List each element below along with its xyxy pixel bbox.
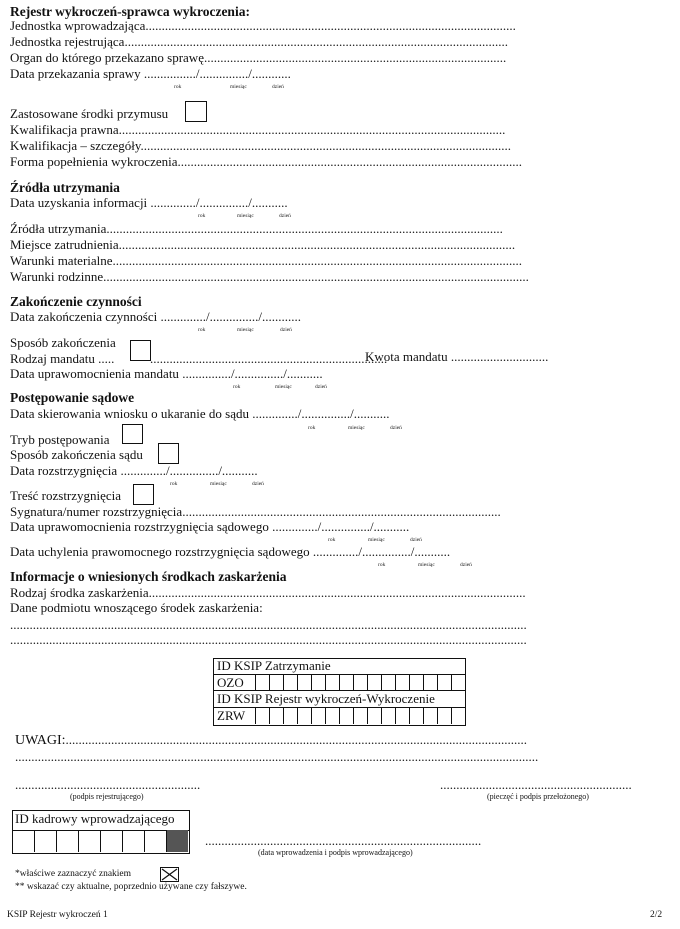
entry-cell[interactable] <box>311 707 325 724</box>
entry-cell[interactable] <box>437 674 451 690</box>
field-zrodla-utrzymania[interactable]: Źródła utrzymania.......................................................................................................................... <box>10 221 503 236</box>
entry-cell[interactable] <box>451 707 465 724</box>
field-data-rozstrzygniecia[interactable]: Data rozstrzygnięcia ............../.............../........... <box>10 463 258 478</box>
checkbox-srodki-przymusu[interactable] <box>185 101 207 122</box>
entry-cell[interactable] <box>409 674 423 690</box>
label-dzien: dzień <box>315 384 327 390</box>
label-dzien: dzień <box>272 84 284 90</box>
entry-cell[interactable] <box>353 674 367 690</box>
entry-cell[interactable] <box>297 674 311 690</box>
field-data-uchylenia[interactable]: Data uchylenia prawomocnego rozstrzygnięcia sądowego ............../.............../........... <box>10 544 451 559</box>
label-podpis-rejestrujacego: (podpis rejestrującego) <box>70 792 144 801</box>
label-ozo: OZO <box>217 675 244 690</box>
footnote-1: *właściwe zaznaczyć znakiem <box>15 869 132 879</box>
label-miesiac: miesiąc <box>348 425 365 431</box>
entry-cell[interactable] <box>78 830 100 852</box>
field-sygnatura[interactable]: Sygnatura/numer rozstrzygnięcia.................................................................................................. <box>10 504 501 519</box>
label-sposob-zakonczenia-sadu: Sposób zakończenia sądu <box>10 447 143 462</box>
line-dane-podmiotu-1[interactable]: ............................................................................................................................................................... <box>10 617 527 632</box>
label-rok: rok <box>198 327 206 333</box>
entry-cell[interactable] <box>283 674 297 690</box>
footer-page-number: 2/2 <box>650 910 663 920</box>
field-data-uzyskania[interactable]: Data uzyskania informacji ............../.............../........... <box>10 195 288 210</box>
entry-cell[interactable] <box>12 830 34 852</box>
field-rodzaj-srodka[interactable]: Rodzaj środka zaskarżenia.................................................................................................................... <box>10 585 526 600</box>
footer-left: KSIP Rejestr wykroczeń 1 <box>7 910 108 920</box>
entry-cell[interactable] <box>437 707 451 724</box>
label-miesiac: miesiąc <box>237 327 254 333</box>
label-dane-podmiotu: Dane podmiotu wnoszącego środek zaskarżenia: <box>10 600 263 615</box>
field-data-przekazania[interactable]: Data przekazania sprawy ................/.............../............ <box>10 66 291 81</box>
label-rok: rok <box>233 384 241 390</box>
line-podpis-rejestrujacego[interactable]: ......................................................... <box>15 777 201 792</box>
entry-cell[interactable] <box>255 707 269 724</box>
label-id-zatrzymanie: ID KSIP Zatrzymanie <box>217 658 331 673</box>
label-miesiac: miesiąc <box>418 562 435 568</box>
entry-cell[interactable] <box>381 707 395 724</box>
label-zrw: ZRW <box>217 708 246 723</box>
label-tresc-rozstrzygniecia: Treść rozstrzygnięcia <box>10 488 122 503</box>
entry-cell[interactable] <box>339 707 353 724</box>
checkbox-tryb-postepowania[interactable] <box>122 424 143 444</box>
label-id-kadrowy: ID kadrowy wprowadzającego <box>15 811 175 826</box>
heading-zaskarzenie: Informacje o wniesionych środkach zaskarżenia <box>10 569 287 584</box>
field-kwota-mandatu[interactable]: Kwota mandatu .............................. <box>365 349 549 364</box>
line-pieczec[interactable]: ........................................................... <box>440 777 632 792</box>
entry-cell[interactable] <box>451 674 465 690</box>
heading-zakonczenie: Zakończenie czynności <box>10 294 142 309</box>
label-tryb-postepowania: Tryb postępowania <box>10 432 110 447</box>
label-rok: rok <box>174 84 182 90</box>
label-id-rejestr: ID KSIP Rejestr wykroczeń-Wykroczenie <box>217 691 435 706</box>
entry-cell[interactable] <box>367 707 381 724</box>
entry-cell[interactable] <box>395 674 409 690</box>
x-mark-icon <box>160 867 179 882</box>
entry-cell[interactable] <box>395 707 409 724</box>
label-miesiac: miesiąc <box>368 537 385 543</box>
heading-rejestr: Rejestr wykroczeń-sprawca wykroczenia: <box>10 4 250 19</box>
label-dzien: dzień <box>460 562 472 568</box>
label-rok: rok <box>378 562 386 568</box>
entry-cell[interactable] <box>122 830 144 852</box>
field-forma-popelnienia[interactable]: Forma popełnienia wykroczenia.......................................................................................................... <box>10 154 522 169</box>
label-miesiac: miesiąc <box>210 481 227 487</box>
entry-cell[interactable] <box>353 707 367 724</box>
entry-cell[interactable] <box>269 674 283 690</box>
entry-cell[interactable] <box>409 707 423 724</box>
label-miesiac: miesiąc <box>275 384 292 390</box>
checkbox-tresc-rozstrzygniecia[interactable] <box>133 484 154 505</box>
entry-cell[interactable] <box>166 830 188 852</box>
field-jednostka-wprowadzajaca[interactable]: Jednostka wprowadzająca.................................................................................................................. <box>10 18 516 33</box>
entry-cell[interactable] <box>325 707 339 724</box>
entry-cell[interactable] <box>423 707 437 724</box>
entry-cell[interactable] <box>144 830 166 852</box>
line-dane-podmiotu-2[interactable]: ............................................................................................................................................................... <box>10 632 527 647</box>
entry-cell[interactable] <box>367 674 381 690</box>
label-dzien: dzień <box>410 537 422 543</box>
label-rok: rok <box>328 537 336 543</box>
field-jednostka-rejestrujaca[interactable]: Jednostka rejestrująca...................................................................................................................... <box>10 34 508 49</box>
label-pieczec: (pieczęć i podpis przełożonego) <box>487 792 589 801</box>
footnote-2: ** wskazać czy aktualne, poprzednio używane czy fałszywe. <box>15 882 247 892</box>
entry-cell[interactable] <box>381 674 395 690</box>
label-miesiac: miesiąc <box>237 213 254 219</box>
entry-cell[interactable] <box>100 830 122 852</box>
label-srodki-przymusu: Zastosowane środki przymusu <box>10 106 169 121</box>
label-sposob-zakonczenia: Sposób zakończenia <box>10 335 116 350</box>
field-miejsce-zatrudnienia[interactable]: Miejsce zatrudnienia.......................................................................................................................... <box>10 237 516 252</box>
entry-cell[interactable] <box>34 830 56 852</box>
label-rok: rok <box>170 481 178 487</box>
entry-cell[interactable] <box>255 674 269 690</box>
field-data-uprawomocnienia-sad[interactable]: Data uprawomocnienia rozstrzygnięcia sądowego ............../.............../........... <box>10 519 410 534</box>
checkbox-sposob-zakonczenia-sadu[interactable] <box>158 443 179 464</box>
field-data-uprawomocnienia-mandatu[interactable]: Data uprawomocnienia mandatu .............../.............../........... <box>10 366 323 381</box>
field-organ[interactable]: Organ do którego przekazano sprawę............................................................................................. <box>10 50 507 65</box>
heading-postepowanie-sadowe: Postępowanie sądowe <box>10 390 135 405</box>
dots-rodzaj-mandatu: ......................................................................... <box>150 351 388 366</box>
field-warunki-materialne[interactable]: Warunki materialne.............................................................................................................................. <box>10 253 523 268</box>
label-miesiac: miesiąc <box>230 84 247 90</box>
entry-cell[interactable] <box>339 674 353 690</box>
label-rok: rok <box>308 425 316 431</box>
label-data-wprowadzenia: (data wprowadzenia i podpis wprowadzającego) <box>258 848 413 857</box>
line-data-wprowadzenia[interactable]: ..................................................................................... <box>205 833 482 848</box>
field-warunki-rodzinne[interactable]: Warunki rodzinne................................................................................................................................... <box>10 269 529 284</box>
field-data-zakonczenia[interactable]: Data zakończenia czynności ............../.............../............ <box>10 309 301 324</box>
field-uwagi[interactable]: UWAGI:.............................................................................................................................................. <box>15 732 528 748</box>
label-dzien: dzień <box>390 425 402 431</box>
entry-cell[interactable] <box>423 674 437 690</box>
field-kwalifikacja-prawna[interactable]: Kwalifikacja prawna....................................................................................................................... <box>10 122 506 137</box>
label-dzien: dzień <box>280 327 292 333</box>
entry-cell[interactable] <box>283 707 297 724</box>
entry-cell[interactable] <box>297 707 311 724</box>
checkbox-sposob-zakonczenia[interactable] <box>130 340 151 361</box>
entry-cell[interactable] <box>311 674 325 690</box>
field-kwalifikacja-szczegoly[interactable]: Kwalifikacja – szczegóły.................................................................................................................. <box>10 138 512 153</box>
entry-cell[interactable] <box>325 674 339 690</box>
field-data-skierowania[interactable]: Data skierowania wniosku o ukaranie do sądu ............../.............../........... <box>10 406 390 421</box>
label-rok: rok <box>198 213 206 219</box>
line-uwagi-2[interactable]: ................................................................................................................................................................. <box>15 749 539 764</box>
entry-cell[interactable] <box>56 830 78 852</box>
entry-cell[interactable] <box>269 707 283 724</box>
label-dzien: dzień <box>279 213 291 219</box>
field-rodzaj-mandatu[interactable]: Rodzaj mandatu ..... <box>10 351 115 366</box>
label-dzien: dzień <box>252 481 264 487</box>
heading-zrodla: Źródła utrzymania <box>10 180 120 195</box>
